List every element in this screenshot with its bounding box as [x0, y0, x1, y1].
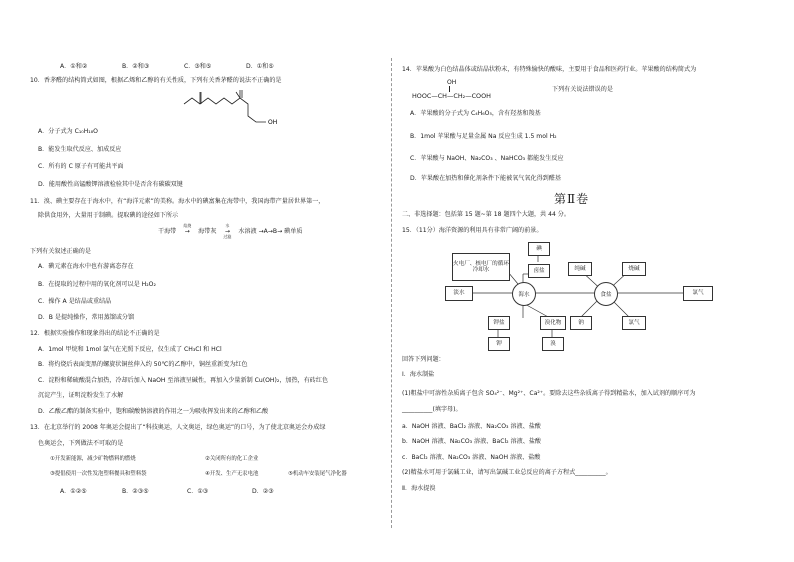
q11-stem-2: 除供食用外，大量用于制碘。提取碘的途径如下所示 [38, 212, 179, 219]
q10-stem: 10．香茅醛的结构简式如图，根据乙烯和乙醇的有关性质，下列有关香茅醛的说法不正确的是 [30, 77, 282, 84]
option-a: A．①和② [60, 63, 88, 70]
q10-option-a: A．分子式为 C₁₀H₁₈O [38, 128, 98, 135]
question-1-blank: __________(填字母)。 [402, 406, 462, 413]
choice-b: b．NaOH 溶液、Na₂CO₃ 溶液、BaCl₂ 溶液、盐酸 [402, 438, 542, 445]
node-brine: 卤盐 [528, 264, 550, 278]
q14-ask: 下列有关说法错误的是 [552, 86, 613, 93]
choice-c: c．BaCl₂ 溶液、Na₂CO₃ 溶液、NaOH 溶液、盐酸 [402, 454, 541, 461]
q13-item-3: ③提倡使用一次性发泡塑料餐具和塑料袋 [50, 471, 147, 477]
q10-option-d: D．能用酸性高锰酸钾溶液检验其中是否含有碳碳双键 [38, 181, 183, 188]
column-divider [391, 58, 392, 528]
q12-option-b: B．将灼烧后表面变黑的螺旋状铜丝伸入约 50℃的乙醇中，铜丝重新变为红色 [38, 361, 248, 368]
q11-stem-1: 11．溴、碘主要存在于海水中，有“海洋元素”的美称。海水中的碘富集在海带中，我国海带产量居世界第一， [30, 198, 325, 205]
iodine-flow: 干海带 焙烧 → 海带灰 水 → 过滤 水溶液 →A→B→ 碘单质 [158, 223, 303, 239]
node-fresh-water: 淡水 [445, 286, 473, 301]
part-ii-heading: Ⅱ．海水提溴 [402, 485, 436, 492]
flow-mid-2: 水溶液 [238, 228, 257, 235]
q12-option-c: C．淀粉和稀硫酸混合加热，冷却后加入 NaOH 至溶液呈碱性，再加入少量新制 Cu(OH)₂，加热，有砖红色 [38, 377, 329, 384]
option-c: C．③和⑤ [184, 63, 212, 70]
right-column [400, 0, 770, 562]
q14-stem: 14．苹果酸为白色结晶体或结晶状粉末，有特殊愉快的酸味，主要用于食品和医药行业。苹果酸的结构简式为 [402, 66, 697, 73]
q13-stem-2: 色奥运会，下列做法不可取的是 [38, 440, 124, 447]
instructions: 二、非选择题：包括第 15 题~第 18 题四个大题，共 44 分。 [402, 211, 570, 218]
q12-stem: 12．根据实验操作和现象得出的结论不正确的是 [30, 330, 160, 337]
node-sodium: 钠 [570, 316, 592, 330]
q14-option-d: D．苹果酸在加热和催化剂条件下能被氧气氧化得到醛基 [410, 175, 561, 182]
q14-option-a: A．苹果酸的分子式为 C₄H₆O₅，含有羟基和羧基 [410, 110, 541, 117]
node-chlorine-gas-right: 氯气 [683, 286, 713, 301]
q14-formula: HOOC—CH—CH₂—COOH [412, 92, 491, 100]
choice-a: a．NaOH 溶液、BaCl₂ 溶液、Na₂CO₃ 溶液、盐酸 [402, 423, 541, 430]
q14-oh: OH [447, 79, 457, 86]
node-caustic-soda: 烧碱 [622, 262, 646, 276]
seawater-diagram [400, 236, 770, 356]
left-column [30, 0, 385, 562]
option-d: D．②③ [252, 488, 274, 495]
flow-mid-1: 海带灰 [198, 228, 217, 235]
part-2-title: 第Ⅱ卷 [554, 192, 590, 206]
option-c: C．①③ [187, 488, 209, 495]
flow-arrow-2-label: 水 [225, 223, 230, 228]
q15-stem: 15．（11分）海洋资源的利用具有非常广阔的前景。 [402, 227, 543, 234]
q13-stem-1: 13．在北京举行的 2008 年奥运会提出了“科技奥运，人文奥运，绿色奥运”的口号，为了使北京奥运会办成绿 [30, 424, 326, 431]
q11-option-d: D．B 是提纯操作，常用蒸馏或分馏 [38, 314, 135, 321]
q11-option-c: C．操作 A 是结晶或重结晶 [38, 298, 112, 305]
node-bromide: 溴化物 [540, 316, 566, 330]
q14-option-b: B．1mol 苹果酸与足量金属 Na 反应生成 1.5 mol H₂ [410, 133, 557, 140]
question-2: (2)精盐水可用于氯碱工业，请写出氯碱工业总反应的离子方程式__________。 [402, 469, 612, 476]
question-1: (1)粗盐中可溶性杂质离子包含 SO₄²⁻、Mg²⁺、Ca²⁺。要除去这些杂质离子得到精盐水，加入试剂的顺序可为 [402, 390, 696, 397]
option-d: D．①和⑤ [246, 63, 274, 70]
answer-prompt: 回答下列问题： [402, 356, 445, 363]
node-bromine: 溴 [542, 337, 564, 351]
q11-option-a: A．碘元素在海水中也有游离态存在 [38, 263, 134, 270]
citronellal-structure [180, 88, 300, 133]
oh-label: OH [268, 119, 278, 126]
q13-options [60, 486, 274, 495]
q10-option-b: B．能发生取代反应、加成反应 [38, 146, 122, 153]
q13-item-5: ⑤机动车安装尾气净化器 [288, 471, 347, 477]
previous-question-options [60, 61, 274, 70]
q13-item-4: ④开发、生产无汞电池 [205, 471, 259, 477]
option-b: B．②③⑤ [122, 488, 149, 495]
q11-tail: 下列有关叙述正确的是 [30, 248, 91, 255]
node-iodine: 碘 [528, 242, 550, 256]
q14-option-c: C．苹果酸与 NaOH、Na₂CO₃ 、NaHCO₃ 都能发生反应 [410, 155, 564, 162]
part-i-heading: Ⅰ．海水制盐 [402, 371, 435, 378]
node-cooling-water-note: 火电厂、核电厂的循环冷却水 [452, 253, 510, 281]
q13-item-1: ①开发新能源，减少矿物燃料的燃烧 [50, 456, 136, 462]
node-chlorine-gas: 氯气 [622, 316, 646, 330]
q11-option-b: B．在提取的过程中用的氧化剂可以是 H₂O₂ [38, 281, 156, 288]
q10-option-c: C．所有的 C 原子有可能共平面 [38, 163, 124, 170]
flow-start: 干海带 [158, 228, 177, 235]
flow-end: 碘单质 [284, 228, 303, 235]
option-a: A．①②⑤ [60, 488, 87, 495]
flow-arrow-2-sublabel: 过滤 [223, 234, 232, 239]
option-b: B．②和③ [122, 63, 150, 70]
node-salt: 食盐 [594, 282, 618, 306]
q13-item-2: ②关闭所有的化工企业 [205, 456, 259, 462]
flow-steps: →A→B→ [258, 228, 283, 235]
node-potassium: 钾 [488, 337, 510, 351]
node-seawater: 海水 [512, 282, 536, 306]
q12-option-c-cont: 沉淀产生，证明淀粉发生了水解 [38, 392, 124, 399]
node-soda-ash: 纯碱 [568, 262, 592, 276]
q12-option-a: A．1mol 甲烷和 1mol 氯气在光照下反应，仅生成了 CH₃Cl 和 HCl [38, 346, 222, 353]
node-potassium-salt: 钾盐 [488, 316, 510, 330]
flow-arrow-1-label: 焙烧 [183, 223, 192, 228]
q12-option-d: D．乙酸乙酯的制备实验中，饱和碳酸钠溶液的作用之一为吸收挥发出来的乙醇和乙酸 [38, 408, 269, 415]
